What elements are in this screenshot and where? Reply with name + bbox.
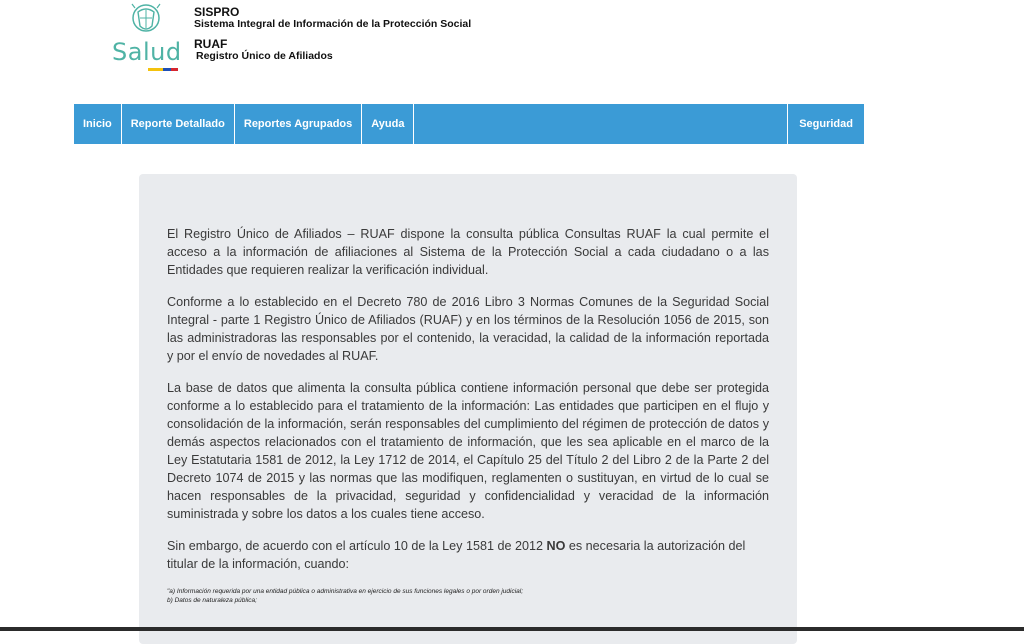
info-panel [139,174,797,644]
info-text [167,225,769,605]
excepcion-a: "a) Información requerida por una entidad pública o administrativa en ejercicio de sus funciones legales o por orden judicial; [167,588,524,595]
excepcion-b: b) Datos de naturaleza pública; [167,597,257,604]
nav-inicio[interactable]: Inicio [74,104,122,144]
paragraph-decreto: Conforme a lo establecido en el Decreto 780 de 2016 Libro 3 Normas Comunes de la Seguridad Social Integral - parte 1 Registro Único de Afiliados (RUAF) y en los términos de la Resolución 1056 de 2015, son las administradoras las responsables por el contenido, la veracidad, la calidad de la información reportada y por el envío de novedades al RUAF. [167,295,769,363]
nav-reporte-detallado[interactable]: Reporte Detallado [122,104,235,144]
nav-spacer [414,104,787,144]
app-subtitle: Registro Único de Afiliados [196,50,333,62]
colombia-crest-icon [129,2,163,38]
autorizacion-text-1: Sin embargo, de acuerdo con el artículo 10 de la Ley 1581 de 2012 [167,539,547,553]
paragraph-privacidad: La base de datos que alimenta la consulta pública contiene información personal que debe ser protegida conforme a lo establecido para el tratamiento de la información: Las entidades que participen en el flujo y consolidación de la información, serán responsables del cumplimiento del régimen de protección de datos y demás aspectos relacionados con el tratamiento de información, que les sea aplicable en el marco de la Ley Estatutaria 1581 de 2012, la Ley 1712 de 2014, el Capítulo 25 del Título 2 del Libro 2 de la Parte 2 del Decreto 1074 de 2015 y las normas que las modifiquen, reglamenten o sustituyan, en virtud de lo cual se hacen responsables de la privacidad, seguridad y confidencialidad y veracidad de la información suministrada y sobre los datos a los cuales tiene acceso. [167,381,769,521]
nav-ayuda[interactable]: Ayuda [362,104,414,144]
paragraph-autorizacion [167,537,769,573]
autorizacion-text-2: es necesaria la autorización del titular de la información, cuando: [167,539,746,571]
system-title: SISPRO [194,5,240,19]
system-subtitle: Sistema Integral de Información de la Protección Social [194,18,472,30]
nav-reportes-agrupados[interactable]: Reportes Agrupados [235,104,362,144]
app-title: RUAF [194,37,228,51]
paragraph-intro: El Registro Único de Afiliados – RUAF dispone la consulta pública Consultas RUAF la cual permite el acceso a la información de afiliaciones al Sistema de la Protección Social a cada ciudadano o a las Entidades que requieren realizar la verificación individual. [167,227,769,277]
salud-logo [112,0,182,80]
excepciones-list [167,587,769,605]
main-navbar [74,104,864,144]
flag-stripe [148,68,178,71]
taskbar-edge [0,627,1024,631]
nav-seguridad[interactable]: Seguridad [787,104,864,144]
autorizacion-no: NO [546,539,566,553]
salud-logo-text: Salud [112,38,182,66]
header-titles [194,6,471,62]
